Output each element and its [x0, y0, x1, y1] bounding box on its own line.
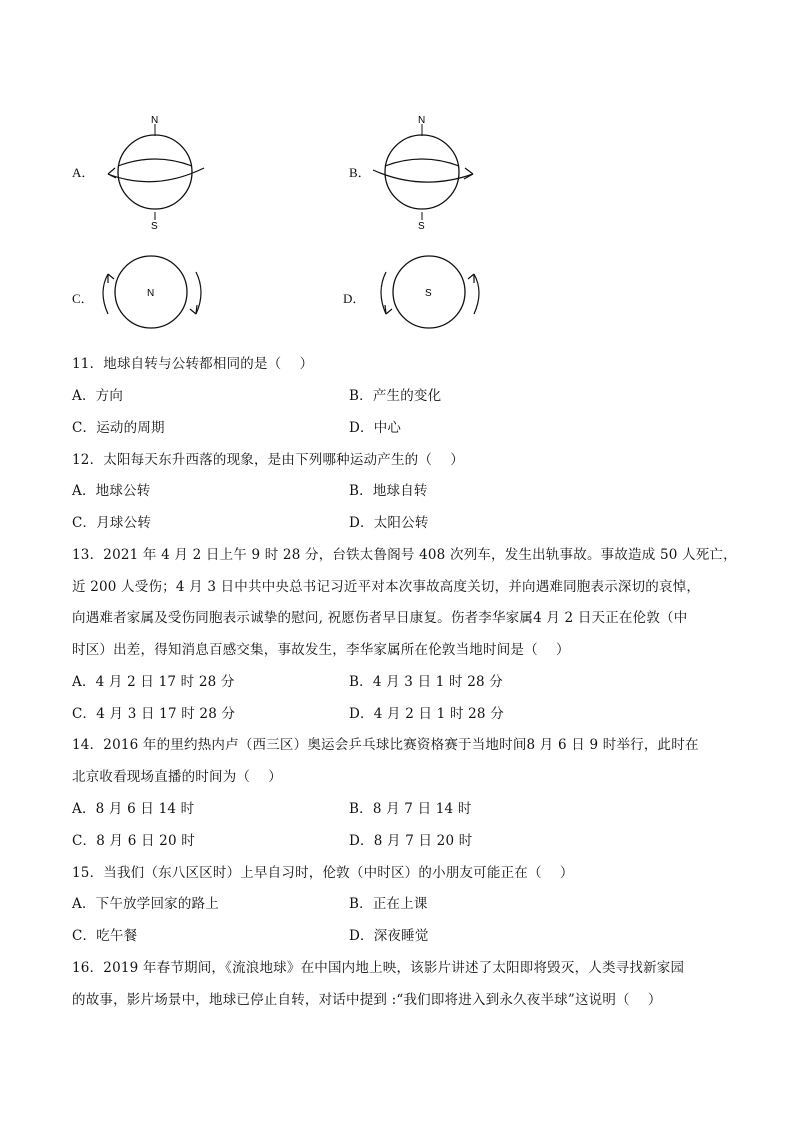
globe-figure-c [96, 252, 211, 332]
question-15-option-a: A．下午放学回家的路上 [72, 896, 219, 912]
question-13-option-b: B．4 月 3 日 1 时 28 分 [349, 674, 504, 690]
globe-figure-b [367, 112, 482, 232]
figure-b-north: N [418, 115, 426, 126]
globe-figure-a [100, 112, 215, 232]
figure-a-north: N [151, 115, 159, 126]
question-11-stem: 11．地球自转与公转都相同的是（ ） [72, 356, 314, 372]
question-13-stem-line-1: 13．2021 年 4 月 2 日上午 9 时 28 分，台铁太鲁阁号 408 次列车，发生出轨事故。事故造成 50 人死亡， [72, 547, 737, 563]
question-11-option-a: A．方向 [72, 388, 124, 404]
question-13-option-c: C．4 月 3 日 17 时 28 分 [72, 706, 236, 722]
figure-d-south-pole: S [425, 288, 432, 299]
question-11-option-b: B．产生的变化 [349, 388, 442, 404]
question-15-option-d: D．深夜睡觉 [349, 928, 429, 944]
question-13-stem-line-4: 时区）出差，得知消息百感交集，事故发生，李华家属所在伦敦当地时间是（ ） [72, 642, 570, 658]
question-12-option-a: A．地球公转 [72, 483, 151, 499]
question-13-option-d: D．4 月 2 日 1 时 28 分 [349, 706, 504, 722]
figure-b-label: B． [349, 165, 371, 180]
figure-c-north-pole: N [147, 288, 155, 299]
question-16-stem-line-1: 16．2019 年春节期间，《流浪地球》在中国内地上映，该影片讲述了太阳即将毁灭，人类寻找新家园 [72, 960, 685, 976]
question-11-option-d: D．中心 [349, 420, 402, 436]
figure-a-label: A． [72, 165, 95, 180]
globe-figure-d [374, 252, 489, 332]
question-12-option-b: B．地球自转 [349, 483, 428, 499]
question-12-option-c: C．月球公转 [72, 515, 152, 531]
figure-d-label: D． [343, 291, 366, 306]
question-12-option-d: D．太阳公转 [349, 515, 429, 531]
question-16-stem-line-2: 的故事，影片场景中，地球已停止自转，对话中提到 :“我们即将进入到永久夜半球”这说明（ ） [72, 992, 662, 1008]
question-15-option-b: B．正在上课 [349, 896, 428, 912]
question-14-stem-line-1: 14．2016 年的里约热内卢（西三区）奥运会乒乓球比赛资格赛于当地时间8 月 6 日 9 时举行，此时在 [72, 737, 699, 753]
figure-c-label: C． [72, 291, 94, 306]
question-14-option-b: B．8 月 7 日 14 时 [349, 801, 472, 817]
question-14-option-a: A．8 月 6 日 14 时 [72, 801, 195, 817]
question-12-stem: 12．太阳每天东升西落的现象，是由下列哪种运动产生的（ ） [72, 452, 464, 468]
question-13-option-a: A．4 月 2 日 17 时 28 分 [72, 674, 235, 690]
question-15-stem: 15．当我们（东八区区时）上早自习时，伦敦（中时区）的小朋友可能正在（ ） [72, 865, 574, 881]
question-14-option-d: D．8 月 7 日 20 时 [349, 833, 473, 849]
question-13-stem-line-3: 向遇难者家属及受伤同胞表示诚挚的慰问, 祝愿伤者早日康复。伤者李华家属4 月 2 日天正在伦敦（中 [72, 610, 688, 626]
question-14-option-c: C．8 月 6 日 20 时 [72, 833, 195, 849]
figure-b-south: S [418, 221, 425, 232]
question-11-option-c: C．运动的周期 [72, 420, 165, 436]
question-15-option-c: C．吃午餐 [72, 928, 138, 944]
figure-a-south: S [151, 221, 158, 232]
question-13-stem-line-2: 近 200 人受伤；4 月 3 日中共中央总书记习近平对本次事故高度关切，并向遇难同胞表示深切的哀悼， [72, 579, 701, 595]
question-14-stem-line-2: 北京收看现场直播的时间为（ ） [72, 769, 282, 785]
